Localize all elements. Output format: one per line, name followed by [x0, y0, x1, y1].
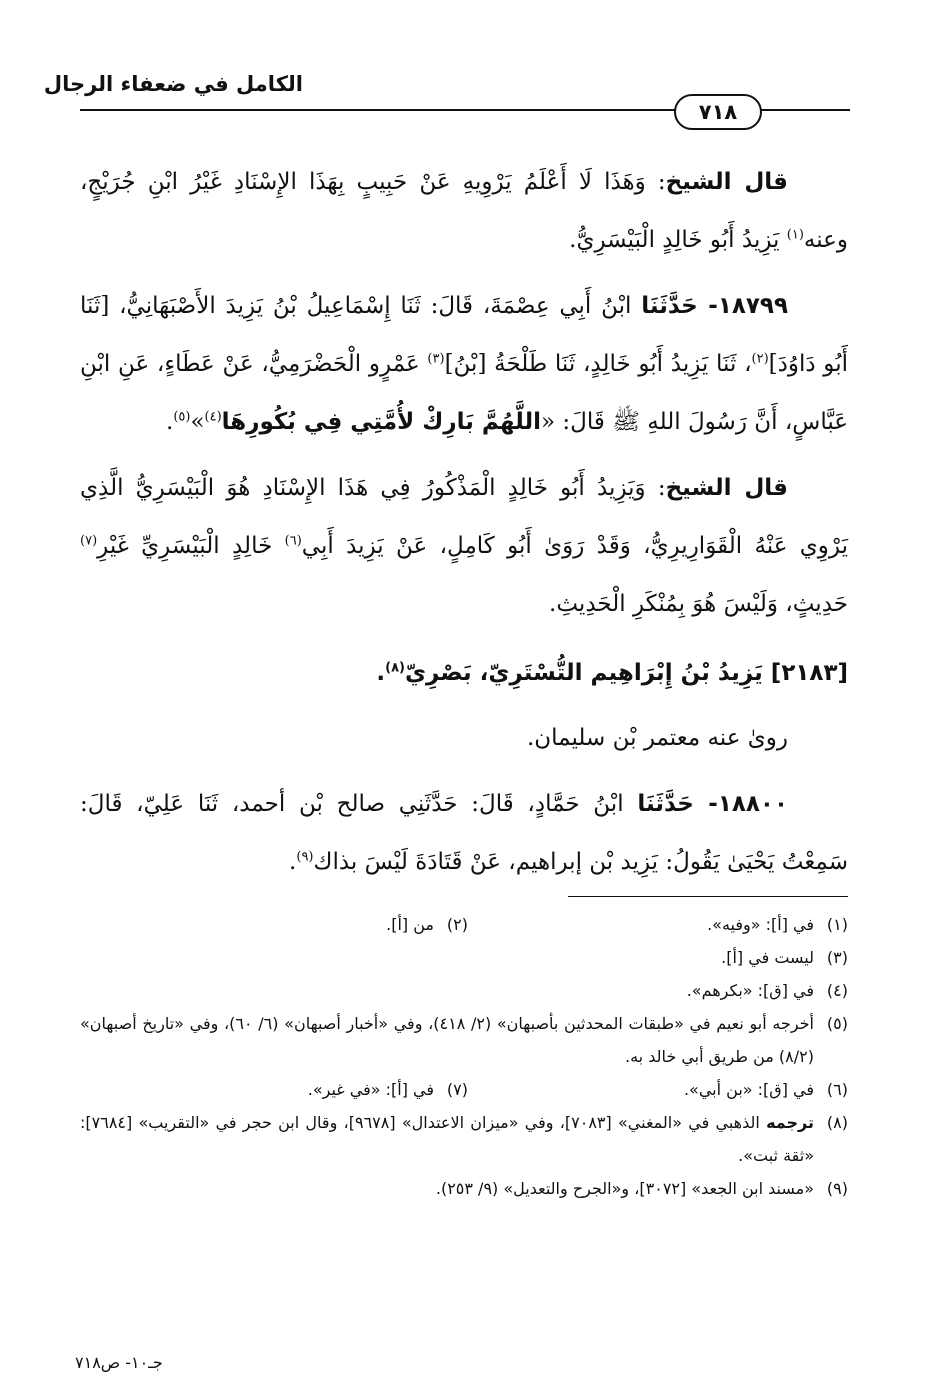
- heading-end: .: [376, 660, 386, 686]
- footnote-number: (٥): [826, 1014, 848, 1033]
- footnote-text: في [أ]: «وفيه».: [707, 915, 814, 934]
- footnote-body: [80, 1106, 814, 1172]
- p2-seg1: ابْنُ أَبِي عِصْمَةَ، قَالَ: ثَنَا إِسْمَاعِيلُ بْنُ يَزِيدَ الأَصْبَهَانِيُّ، [ثَنَا أَبُو دَاوُدَ]: [80, 293, 848, 377]
- footnote-ref-4: (٤): [204, 409, 222, 425]
- footnote-ref-3: (٣): [427, 351, 445, 367]
- p2-seg2: ، ثَنَا يَزِيدُ أَبُو خَالِدٍ، ثَنَا طَلْحَةُ [بْنُ]: [444, 351, 752, 377]
- footnote-number: (١): [826, 915, 848, 934]
- footnote-text: «مسند ابن الجعد» [٣٠٧٢]، و«الجرح والتعديل» (٩/ ٢٥٣).: [435, 1179, 814, 1198]
- footnote-number: (٧): [446, 1080, 468, 1099]
- hadith-number-18799: ١٨٧٩٩- حَدَّثَنَا: [641, 293, 789, 319]
- hadith-quote: اللَّهُمَّ بَارِكْ لأُمَّتِي فِي بُكُورِهَا: [221, 409, 542, 435]
- p1-text: : وَهَذَا لَا أَعْلَمُ يَرْوِيهِ عَنْ حَبِيبٍ بِهَذَا الإِسْنَادِ غَيْرُ ابْنِ جُرَيْجٍ، وعنه: [80, 169, 848, 253]
- paragraph-3: [80, 459, 848, 633]
- footnote-ref-2: (٢): [751, 351, 769, 367]
- footnote-number: (٢): [446, 915, 468, 934]
- footnote-7: [88, 1073, 468, 1106]
- footnote-row-1-2: [80, 908, 848, 941]
- footnote-row-6-7: [80, 1073, 848, 1106]
- hadith-number-18800: ١٨٨٠٠- حَدَّثَنَا: [637, 791, 789, 817]
- footnote-8: [80, 1106, 848, 1172]
- footnote-ref-9: (٩): [296, 849, 314, 865]
- footnote-6: [468, 1073, 848, 1106]
- p2-seg4: »: [190, 409, 205, 435]
- p4-text: روىٰ عنه معتمر بْن سليمان.: [526, 725, 788, 751]
- footnote-ref-1: (١): [786, 227, 804, 243]
- footnote-ref-8: (٨): [385, 660, 405, 676]
- footnote-5: [80, 1007, 848, 1073]
- p3-seg1: : وَيَزِيدُ أَبُو خَالِدٍ الْمَذْكُورُ فِي هَذَا الإِسْنَادِ هُوَ الْبَيْسَرِيُّ الَّذِي يَرْوِي عَنْهُ الْقَوَارِيرِيُّ، وَقَدْ رَوَىٰ أَبُو كَامِلٍ، عَنْ يَزِيدَ أَبِي: [80, 475, 849, 559]
- footnote-text: أخرجه أبو نعيم في «طبقات المحدثين بأصبهان» (٢/ ٤١٨)، وفي «أخبار أصبهان» (٦/ ٦٠)، وفي «تاريخ أصبهان» (٨/٢) من طريق أبي خالد به.: [80, 1014, 814, 1066]
- footnote-1: [468, 908, 848, 941]
- footnote-text: في [ق]: «بكرهم».: [686, 981, 814, 1000]
- p1-text2: يَزِيدُ أَبُو خَالِدٍ الْبَيْسَرِيُّ.: [569, 227, 787, 253]
- footnote-9: [80, 1172, 848, 1205]
- footnote-text: في [ق]: «بن أبي».: [683, 1080, 814, 1099]
- footnote-rule: [568, 896, 848, 897]
- footnote-4: [80, 974, 848, 1007]
- footnote-3: [80, 941, 848, 974]
- footnote-ref-5: (٥): [173, 409, 191, 425]
- paragraph-5: [80, 775, 848, 891]
- p2-seg5: .: [166, 409, 174, 435]
- p5-seg1: ابْنُ حَمَّادٍ، قَالَ: حَدَّثَنِي صالح بْن أحمد، ثَنَا عَلِيّ، قَالَ: سَمِعْتُ يَحْيَىٰ يَقُولُ: يَزِيد بْن إبراهيم، عَنْ قَتَادَةَ لَيْسَ بذاك: [80, 791, 848, 875]
- main-text: [80, 153, 848, 899]
- sheikh-label: قال الشيخ: [665, 475, 788, 501]
- paragraph-4: [80, 709, 848, 767]
- page-number-badge: ٧١٨: [674, 94, 762, 130]
- footnote-number: (٨): [826, 1113, 848, 1132]
- footnote-text: من [أ].: [386, 915, 434, 934]
- p3-seg2: خَالِدٍ الْبَيْسَرِيِّ غَيْرِ: [97, 533, 285, 559]
- footnote-number: (٣): [826, 948, 848, 967]
- p3-seg3: حَدِيثٍ، وَلَيْسَ هُوَ بِمُنْكَرِ الْحَدِيثِ.: [549, 591, 848, 617]
- footnote-ref-7: (٧): [80, 533, 98, 549]
- footnote-text: الذهبي في «المغني» [٧٠٨٣]، وفي «ميزان الاعتدال» [٩٦٧٨]، وقال ابن حجر في «التقريب» [٧٦٨٤]: «ثقة ثبت».: [80, 1113, 814, 1165]
- entry-heading-2183: [80, 645, 848, 701]
- footnote-ref-6: (٦): [284, 533, 302, 549]
- p2-seg3: عَمْرٍو الْحَضْرَمِيُّ، عَنْ عَطَاءٍ، عَنِ ابْنِ عَبَّاسٍ، أَنَّ رَسُولَ اللهِ ﷺ قَالَ: «: [80, 351, 848, 435]
- running-title: الكامل في ضعفاء الرجال: [43, 72, 303, 96]
- paragraph-2: [80, 277, 848, 451]
- footnote-text: ليست في [أ].: [721, 948, 814, 967]
- footnote-label: ترجمه: [766, 1113, 814, 1132]
- paragraph-1: [80, 153, 848, 269]
- footnote-text: في [أ]: «في غير».: [307, 1080, 434, 1099]
- footnote-number: (٤): [826, 981, 848, 1000]
- volume-page-signature: جـ١٠- ص٧١٨: [75, 1353, 163, 1372]
- p5-seg2: .: [289, 849, 297, 875]
- footnote-number: (٩): [826, 1179, 848, 1198]
- footnote-2: [88, 908, 468, 941]
- sheikh-label: قال الشيخ: [665, 169, 788, 195]
- heading-text: [٢١٨٣] يَزِيدُ بْنُ إِبْرَاهِيم التُّسْتَرِيّ، بَصْرِيّ: [404, 660, 848, 686]
- footnotes: [80, 908, 848, 1205]
- footnote-number: (٦): [826, 1080, 848, 1099]
